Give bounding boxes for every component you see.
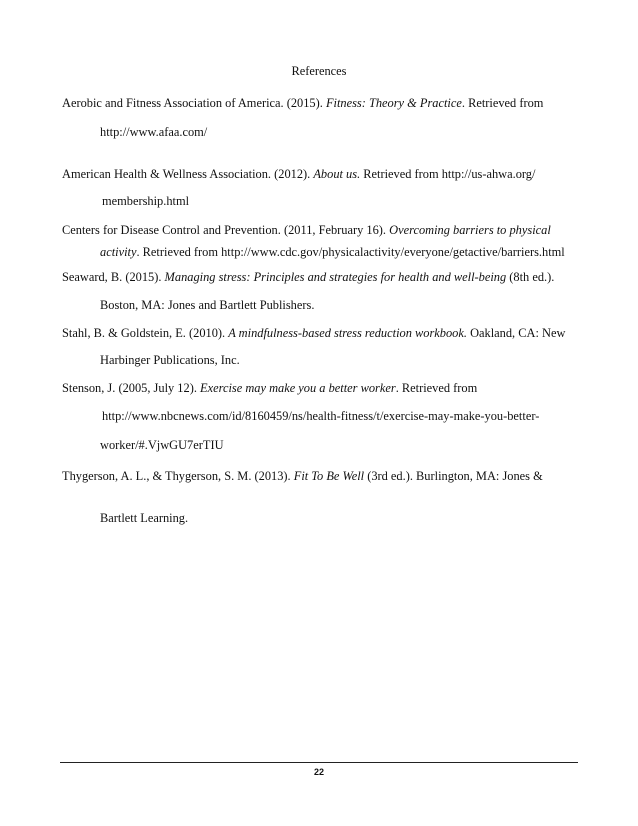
reference-ahwa-line-2: membership.html (102, 194, 190, 208)
reference-stenson-line-2: http://www.nbcnews.com/id/8160459/ns/health-fitness/t/exercise-may-make-you-better- (102, 409, 540, 423)
reference-ahwa-line-1: American Health & Wellness Association. (2012). About us. Retrieved from http://us-ahwa.org/ (62, 167, 536, 181)
reference-aerobic-line-1: Aerobic and Fitness Association of America. (2015). Fitness: Theory & Practice. Retrieved from (62, 96, 544, 110)
reference-seaward-line-1: Seaward, B. (2015). Managing stress: Principles and strategies for health and well-being (8th ed.). (62, 270, 555, 284)
footer-divider (60, 762, 578, 763)
reference-thygerson-line-1: Thygerson, A. L., & Thygerson, S. M. (2013). Fit To Be Well (3rd ed.). Burlington, MA: Jones & (62, 469, 543, 483)
reference-aerobic-line-2: http://www.afaa.com/ (100, 125, 208, 139)
reference-cdc-line-2: activity. Retrieved from http://www.cdc.gov/physicalactivity/everyone/getactive/barriers.html (100, 245, 565, 259)
reference-stenson-line-1: Stenson, J. (2005, July 12). Exercise may make you a better worker. Retrieved from (62, 381, 478, 395)
reference-seaward-line-2: Boston, MA: Jones and Bartlett Publishers. (100, 298, 315, 312)
reference-stenson-line-3: worker/#.VjwGU7erTIU (100, 438, 224, 452)
reference-thygerson-line-2: Bartlett Learning. (100, 511, 189, 525)
references-heading: References (291, 64, 347, 78)
reference-stahl-line-1: Stahl, B. & Goldstein, E. (2010). A mindfulness-based stress reduction workbook. Oakland, CA: New (62, 326, 566, 340)
reference-stahl-line-2: Harbinger Publications, Inc. (100, 353, 240, 367)
page-number: 22 (313, 767, 324, 777)
reference-cdc-line-1: Centers for Disease Control and Prevention. (2011, February 16). Overcoming barriers to physical (62, 223, 551, 237)
